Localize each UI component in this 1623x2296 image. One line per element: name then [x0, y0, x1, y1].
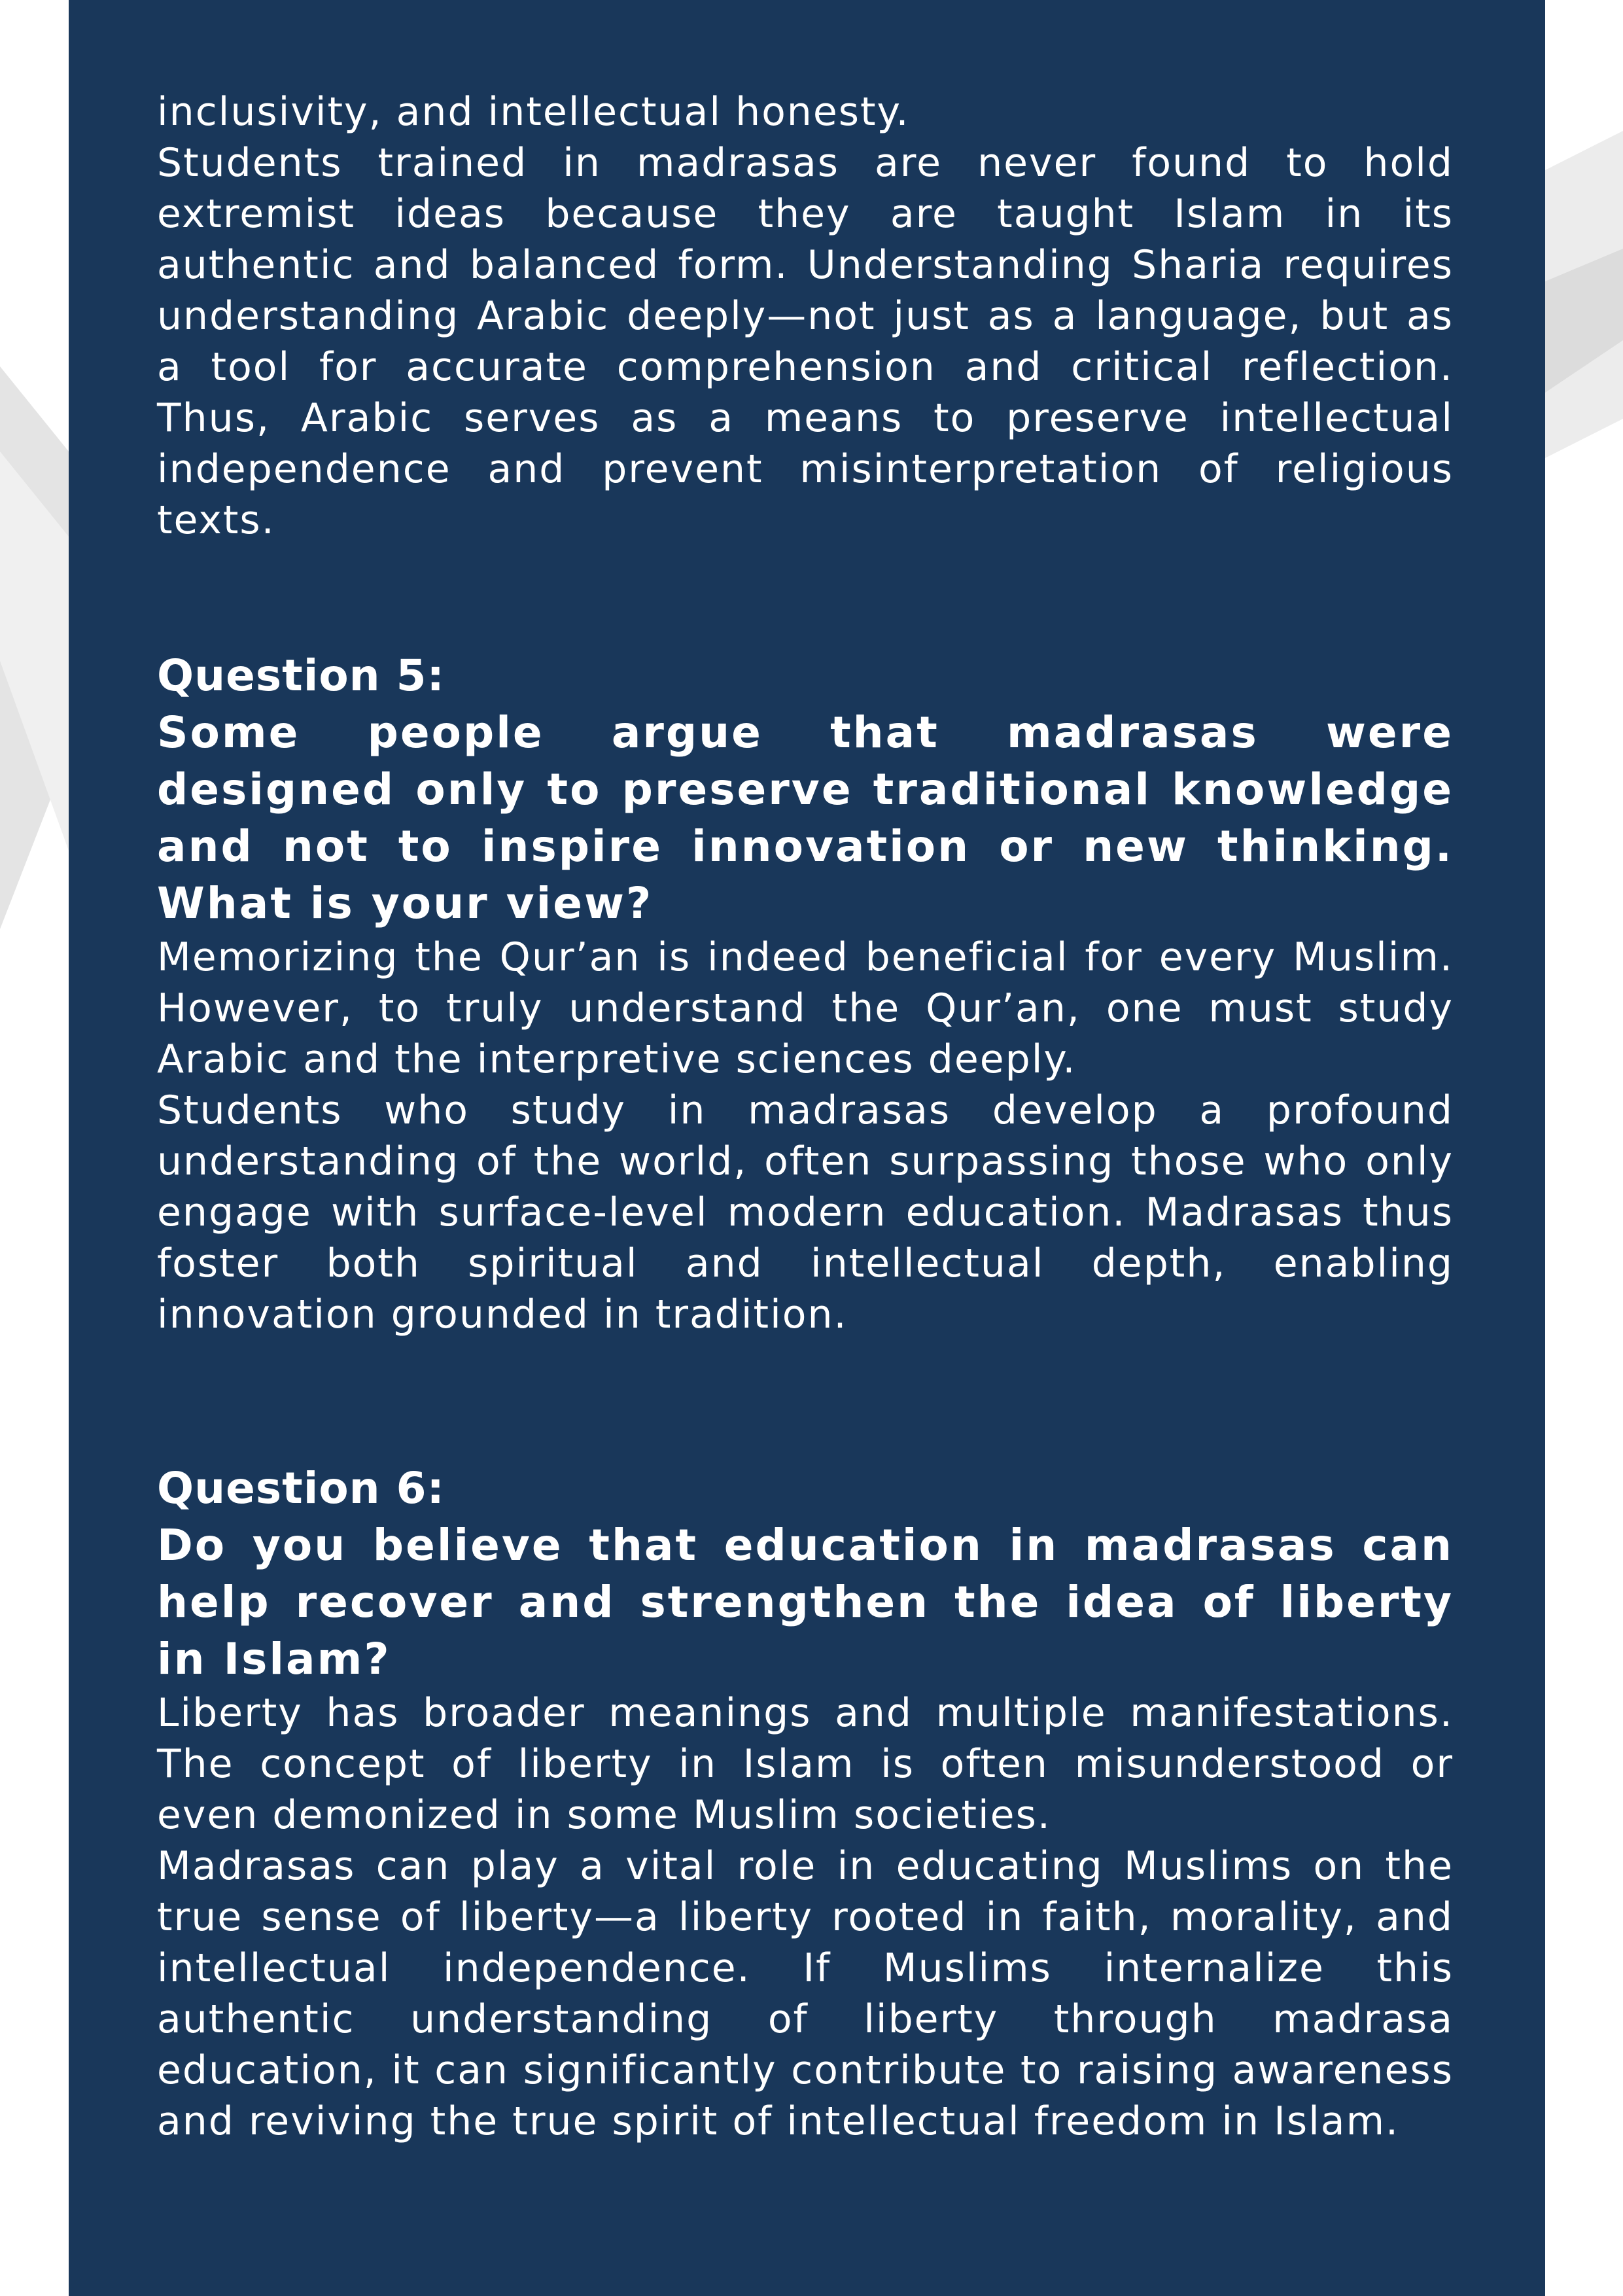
question-6-section — [157, 1460, 1454, 2147]
question-6-answer-paragraph-2: Madrasas can play a vital role in educating Muslims on the true sense of liberty—a liberty rooted in faith, morality, and intellectual independence. If Muslims internalize this authentic understanding of liberty through madrasa education, it can significantly contribute to raising awareness and reviving the true spirit of intellectual freedom in Islam. — [157, 1843, 1454, 2144]
question-5-answer-paragraph-2: Students who study in madrasas develop a profound understanding of the world, often surpassing those who only engage with surface-level modern education. Madrasas thus foster both spiritual and intellectual depth, enabling innovation grounded in tradition. — [157, 1087, 1454, 1337]
question-5-text: Some people argue that madrasas were designed only to preserve traditional knowledge and not to inspire innovation or new thinking. What is your view? — [157, 707, 1454, 928]
question-5-section — [157, 648, 1454, 1340]
intro-section — [157, 86, 1454, 546]
question-6-label: Question 6: — [157, 1463, 445, 1513]
article-body — [157, 86, 1454, 2144]
intro-paragraph-2: Students trained in madrasas are never found to hold extremist ideas because they are taught Islam in its authentic and balanced form. Understanding Sharia requires understanding Arabic deeply—not just as a language, but as a tool for accurate comprehension and critical reflection. Thus, Arabic serves as a means to preserve intellectual independence and prevent misinterpretation of religious texts. — [157, 140, 1454, 543]
question-5-label: Question 5: — [157, 650, 445, 701]
question-6-answer-paragraph-1: Liberty has broader meanings and multiple manifestations. The concept of liberty in Islam is often misunderstood or even demonized in some Muslim societies. — [157, 1690, 1454, 1838]
intro-paragraph-1: inclusivity, and intellectual honesty. — [157, 89, 910, 135]
question-5-answer-paragraph-1: Memorizing the Qur’an is indeed beneficial for every Muslim. However, to truly understand the Qur’an, one must study Arabic and the interpretive sciences deeply. — [157, 934, 1454, 1082]
question-6-text: Do you believe that education in madrasas can help recover and strengthen the idea of liberty in Islam? — [157, 1520, 1454, 1684]
